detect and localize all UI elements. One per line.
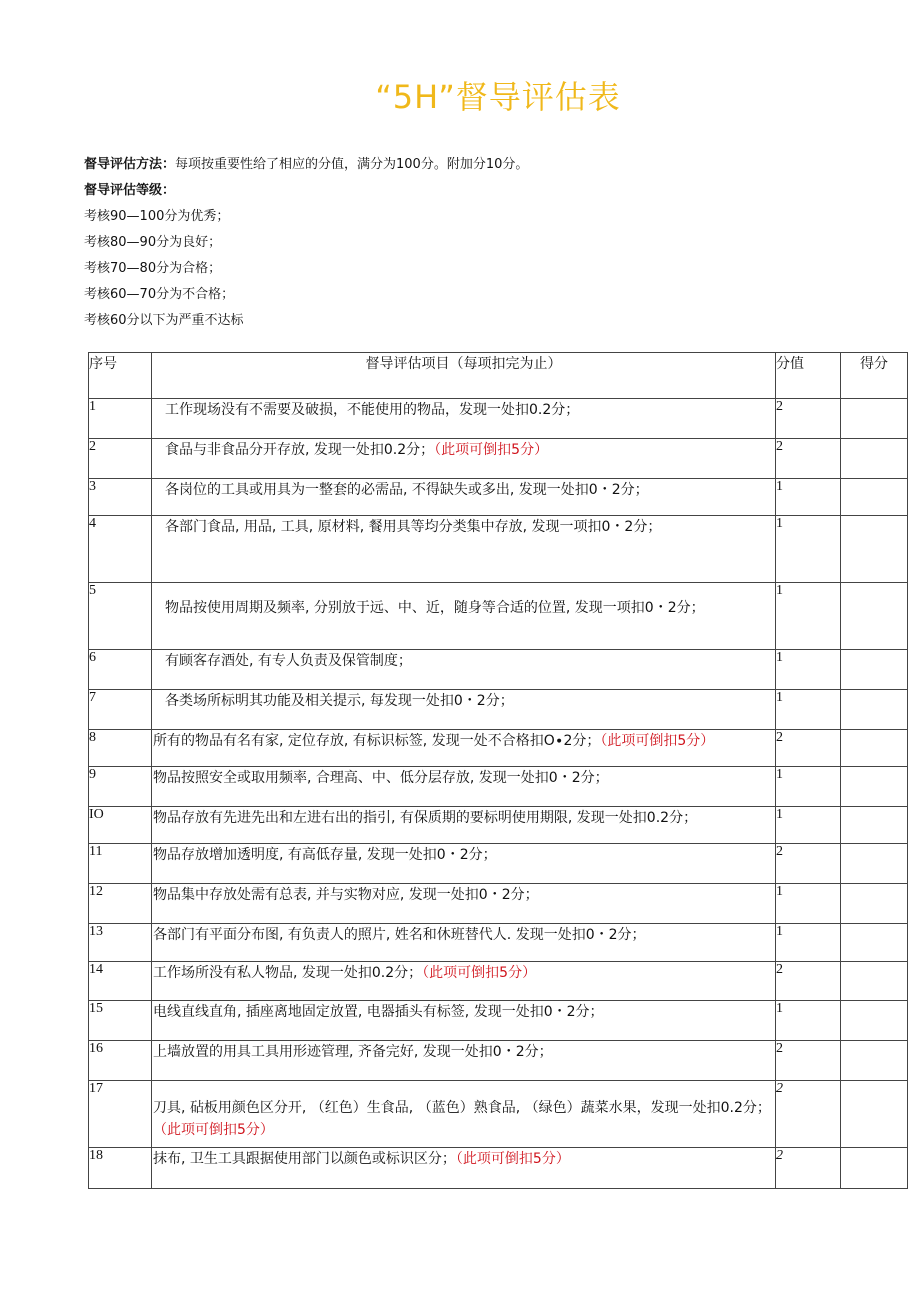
table-row <box>89 924 908 962</box>
table-row <box>89 583 908 650</box>
row-item-text: 工作现场没有不需要及破损，不能使用的物品，发现一处扣0.2分； <box>165 402 580 418</box>
row-value: 1 <box>776 807 841 844</box>
row-seq: 13 <box>89 924 152 962</box>
row-item-text: 物品存放有先进先出和左进右出的指引, 有保质期的要标明使用期限, 发现一处扣0.2分； <box>153 810 698 826</box>
row-score-cell[interactable] <box>841 650 908 690</box>
table-row <box>89 1148 908 1189</box>
row-seq: 11 <box>89 844 152 884</box>
row-score-cell[interactable] <box>841 844 908 884</box>
row-value: 2 <box>776 399 841 439</box>
row-seq: 16 <box>89 1041 152 1081</box>
evaluation-table <box>88 352 908 1189</box>
row-value: 2 <box>776 439 841 479</box>
header-seq: 序号 <box>89 353 152 399</box>
row-item <box>152 807 776 844</box>
row-seq: 14 <box>89 962 152 1001</box>
row-seq: 5 <box>89 583 152 650</box>
table-row <box>89 690 908 730</box>
row-item <box>152 583 776 650</box>
row-item-text: 食品与非食品分开存放, 发现一处扣0.2分； <box>165 442 435 458</box>
row-item <box>152 690 776 730</box>
row-value: 1 <box>776 767 841 807</box>
row-item-note: （此项可倒扣5分） <box>600 733 715 749</box>
table-row <box>89 650 908 690</box>
row-score-cell[interactable] <box>841 439 908 479</box>
row-score-cell[interactable] <box>841 399 908 439</box>
row-item-text: 物品集中存放处需有总表, 并与实物对应, 发现一处扣0・2分； <box>153 887 539 903</box>
grade-label-line <box>84 180 528 206</box>
table-row <box>89 479 908 516</box>
row-seq: 8 <box>89 730 152 767</box>
row-seq: 1 <box>89 399 152 439</box>
row-seq: 15 <box>89 1001 152 1041</box>
table-header-row <box>89 353 908 399</box>
row-score-cell[interactable] <box>841 730 908 767</box>
row-seq: 9 <box>89 767 152 807</box>
table-row <box>89 516 908 583</box>
page-title: “5H”督导评估表 <box>375 78 621 116</box>
row-item <box>152 884 776 924</box>
row-value: 1 <box>776 516 841 583</box>
row-item-text: 刀具, 砧板用颜色区分开, （红色）生食品, （蓝色）熟食品, （绿色）蔬菜水果，发现一处扣0.2分； <box>153 1100 771 1116</box>
row-item <box>152 1001 776 1041</box>
method-text: 每项按重要性给了相应的分值，满分为100分。附加分10分。 <box>175 157 529 172</box>
row-item <box>152 767 776 807</box>
row-score-cell[interactable] <box>841 690 908 730</box>
row-seq: 17 <box>89 1081 152 1148</box>
grade-line: 考核70—80分为合格； <box>84 261 222 276</box>
row-item <box>152 399 776 439</box>
row-item-text: 上墙放置的用具工具用形迹管理, 齐备完好, 发现一处扣0・2分； <box>153 1044 553 1060</box>
row-seq: IO <box>89 807 152 844</box>
row-item <box>152 1148 776 1189</box>
table-row <box>89 884 908 924</box>
row-score-cell[interactable] <box>841 924 908 962</box>
row-score-cell[interactable] <box>841 1148 908 1189</box>
table-row <box>89 1001 908 1041</box>
grade-line: 考核60分以下为严重不达标 <box>84 313 244 328</box>
row-item-text: 有顾客存酒处, 有专人负责及保管制度； <box>165 653 412 669</box>
row-item-text: 物品按照安全或取用频率, 合理高、中、低分层存放, 发现一处扣0・2分； <box>153 770 609 786</box>
table-row <box>89 399 908 439</box>
row-score-cell[interactable] <box>841 962 908 1001</box>
method-label: 督导评估方法： <box>84 157 176 172</box>
row-value: 1 <box>776 583 841 650</box>
row-item-note: （此项可倒扣5分） <box>434 442 549 458</box>
row-item-text: 物品存放增加透明度, 有高低存量, 发现一处扣0・2分； <box>153 847 497 863</box>
row-item-text: 各岗位的工具或用具为一整套的必需品, 不得缺失或多出, 发现一处扣0・2分； <box>165 482 649 498</box>
row-item <box>152 439 776 479</box>
row-score-cell[interactable] <box>841 1081 908 1148</box>
row-score-cell[interactable] <box>841 884 908 924</box>
grade-line: 考核90—100分为优秀； <box>84 209 230 224</box>
row-item <box>152 650 776 690</box>
table-row <box>89 844 908 884</box>
row-seq: 6 <box>89 650 152 690</box>
row-seq: 4 <box>89 516 152 583</box>
row-item <box>152 516 776 583</box>
header-value: 分值 <box>776 353 841 399</box>
header-score: 得分 <box>841 353 908 399</box>
row-value: 2 <box>776 844 841 884</box>
row-score-cell[interactable] <box>841 1001 908 1041</box>
table-row <box>89 439 908 479</box>
row-item-note: （此项可倒扣5分） <box>422 965 537 981</box>
method-line <box>84 154 528 180</box>
row-item <box>152 844 776 884</box>
row-item-text: 电线直线直角, 插座离地固定放置, 电器插头有标签, 发现一处扣0・2分； <box>153 1004 604 1020</box>
table-row <box>89 1081 908 1148</box>
row-value: 1 <box>776 924 841 962</box>
grade-line: 考核80—90分为良好； <box>84 235 222 250</box>
row-seq: 2 <box>89 439 152 479</box>
grade-label: 督导评估等级： <box>84 183 176 198</box>
row-item <box>152 1041 776 1081</box>
row-value: 1 <box>776 650 841 690</box>
row-item <box>152 1081 776 1148</box>
row-item-text: 各部门食品, 用品, 工具, 原材料, 餐用具等均分类集中存放, 发现一项扣0・2分； <box>165 519 662 535</box>
row-item-note: （此项可倒扣5分） <box>455 1151 570 1167</box>
row-score-cell[interactable] <box>841 807 908 844</box>
intro-section <box>84 154 528 336</box>
row-seq: 18 <box>89 1148 152 1189</box>
row-item-text: 抹布, 卫生工具跟据使用部门以颜色或标识区分； <box>153 1151 456 1167</box>
row-score-cell[interactable] <box>841 583 908 650</box>
row-item-text: 所有的物品有名有家, 定位存放, 有标识标签, 发现一处不合格扣O∙2分； <box>153 733 601 749</box>
table-row <box>89 767 908 807</box>
row-item-note: （此项可倒扣5分） <box>153 1122 274 1138</box>
table-row <box>89 807 908 844</box>
row-item <box>152 479 776 516</box>
row-item-text: 物品按使用周期及频率, 分别放于远、中、近，随身等合适的位置, 发现一项扣0・2分； <box>165 600 705 616</box>
row-item <box>152 730 776 767</box>
row-item-text: 工作场所没有私人物品, 发现一处扣0.2分； <box>153 965 423 981</box>
row-score-cell[interactable] <box>841 479 908 516</box>
row-value: 1 <box>776 1001 841 1041</box>
row-value: 2 <box>776 1081 841 1148</box>
row-item <box>152 962 776 1001</box>
row-seq: 12 <box>89 884 152 924</box>
row-value: 1 <box>776 479 841 516</box>
row-value: 2 <box>776 962 841 1001</box>
table-row <box>89 1041 908 1081</box>
grade-line: 考核60—70分为不合格； <box>84 287 235 302</box>
row-value: 2 <box>776 730 841 767</box>
row-score-cell[interactable] <box>841 516 908 583</box>
row-value: 1 <box>776 884 841 924</box>
row-seq: 7 <box>89 690 152 730</box>
row-value: 2 <box>776 1148 841 1189</box>
row-value: 2 <box>776 1041 841 1081</box>
table-row <box>89 730 908 767</box>
table-row <box>89 962 908 1001</box>
row-score-cell[interactable] <box>841 767 908 807</box>
row-value: 1 <box>776 690 841 730</box>
row-score-cell[interactable] <box>841 1041 908 1081</box>
row-item-text: 各部门有平面分布图, 有负责人的照片, 姓名和休班替代人. 发现一处扣0・2分； <box>153 927 646 943</box>
row-seq: 3 <box>89 479 152 516</box>
row-item-text: 各类场所标明其功能及相关提示, 每发现一处扣0・2分； <box>165 693 514 709</box>
row-item <box>152 924 776 962</box>
header-item: 督导评估项目（每项扣完为止） <box>152 353 776 399</box>
